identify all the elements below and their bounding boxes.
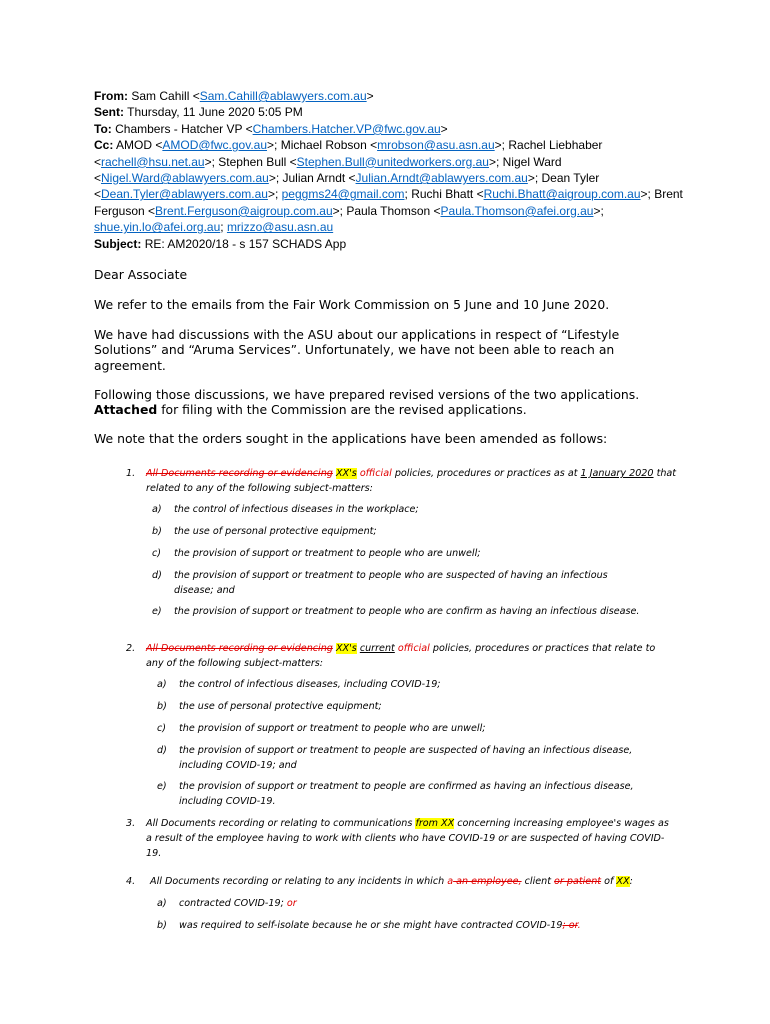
item-text: was required to self-isolate because he or she might have contracted COVID-19; or. — [179, 920, 581, 931]
cc-line: Cc: AMOD <AMOD@fwc.gov.au>; Michael Robson <mrobson@asu.asn.au>; Rachel Liebhaber <rachell@hsu.net.au>; Stephen Bull <Stephen.Bull@unitedworkers.org.au>; Nigel Ward <Nigel.Ward@ablawyers.com.au>; Julian Arndt <Julian.Arndt@ablawyers.com.au>; Dean Tyler <Dean.Tyler@ablawyers.com.au>; peggms24@gmail.com; Ruchi Bhatt <Ruchi.Bhatt@aigroup.com.au>; Brent Ferguson <Brent.Ferguson@aigroup.com.au>; Paula Thomson <Paula.Thomson@afei.org.au>; shue.yin.lo@afei.org.au; mrizzo@asu.asn.au — [94, 138, 683, 235]
from-line: From: Sam Cahill <Sam.Cahill@ablawyers.com.au> — [94, 89, 374, 103]
item-label: b) — [157, 920, 167, 931]
item-text: the provision of support or treatment to people who are unwell; — [174, 548, 481, 559]
item-label: b) — [157, 701, 167, 712]
cc-email-link[interactable]: shue.yin.lo@afei.org.au — [94, 220, 221, 235]
order-number: 3. — [126, 818, 136, 829]
item-label: e) — [157, 781, 167, 792]
item-label: a) — [157, 898, 167, 909]
item-text: the provision of support or treatment to people are suspected of having an infectious disease, including COVID-19; and — [179, 745, 633, 771]
cc-email-link[interactable]: Dean.Tyler@ablawyers.com.au — [101, 187, 268, 202]
order-number: 4. — [126, 876, 136, 887]
cc-email-link[interactable]: peggms24@gmail.com — [281, 187, 405, 202]
item-text: contracted COVID-19; or — [179, 898, 297, 909]
cc-email-link[interactable]: mrobson@asu.asn.au — [377, 138, 495, 153]
paragraph: We have had discussions with the ASU about our applications in respect of “Lifestyle Solutions” and “Aruma Services”. Unfortunately, we have not been able to reach an agreement. — [94, 327, 620, 373]
item-label: e) — [152, 606, 162, 617]
order-text: All Documents recording or evidencing XX's official policies, procedures or practices as at 1 January 2020 that related to any of the following subject-matters: — [146, 468, 677, 494]
cc-email-link[interactable]: rachell@hsu.net.au — [101, 154, 205, 169]
cc-email-link[interactable]: Ruchi.Bhatt@aigroup.com.au — [483, 187, 641, 202]
cc-email-link[interactable]: Paula.Thomson@afei.org.au — [440, 203, 594, 218]
paragraph: Following those discussions, we have prepared revised versions of the two applications. Attached for filing with the Commission are the revised applications. — [94, 387, 640, 418]
item-text: the provision of support or treatment to people who are confirm as having an infectious disease. — [174, 606, 640, 617]
item-text: the control of infectious diseases in the workplace; — [174, 504, 419, 515]
item-text: the use of personal protective equipment; — [174, 526, 377, 537]
item-label: d) — [157, 745, 167, 756]
order-number: 2. — [126, 643, 136, 654]
order-text: All Documents recording or relating to communications from XX concerning increasing employee's wages as a result of the employee having to work with clients who have COVID-19 or are suspected of having COVID-19. — [146, 818, 669, 859]
from-email-link[interactable]: Sam.Cahill@ablawyers.com.au — [199, 89, 367, 103]
paragraph: We note that the orders sought in the applications have been amended as follows: — [94, 431, 608, 446]
subject-line: Subject: RE: AM2020/18 - s 157 SCHADS App — [94, 236, 347, 251]
order-number: 1. — [126, 468, 136, 479]
to-email-link[interactable]: Chambers.Hatcher.VP@fwc.gov.au — [252, 121, 441, 136]
item-label: b) — [152, 526, 162, 537]
order-text: All Documents recording or relating to any incidents in which a an employee, client or patient of XX: — [150, 876, 633, 887]
cc-email-link[interactable]: AMOD@fwc.gov.au — [162, 138, 268, 153]
item-text: the control of infectious diseases, including COVID-19; — [179, 679, 441, 690]
to-line: To: Chambers - Hatcher VP <Chambers.Hatcher.VP@fwc.gov.au> — [94, 121, 448, 136]
greeting: Dear Associate — [94, 267, 188, 282]
cc-email-link[interactable]: Nigel.Ward@ablawyers.com.au — [101, 171, 269, 186]
item-text: the provision of support or treatment to people are confirmed as having an infectious disease, including COVID-19. — [179, 781, 634, 807]
item-text: the use of personal protective equipment; — [179, 701, 382, 712]
email-header — [94, 88, 714, 252]
order-text: All Documents recording or evidencing XX's current official policies, procedures or practices that relate to any of the following subject-matters: — [146, 643, 656, 669]
item-text: the provision of support or treatment to people who are unwell; — [179, 723, 486, 734]
cc-email-link[interactable]: Brent.Ferguson@aigroup.com.au — [155, 203, 333, 218]
cc-email-link[interactable]: mrizzo@asu.asn.au — [226, 220, 334, 235]
item-label: a) — [152, 504, 162, 515]
item-label: a) — [157, 679, 167, 690]
item-label: d) — [152, 570, 162, 581]
item-text: the provision of support or treatment to people who are suspected of having an infectious disease; and — [174, 570, 608, 596]
item-label: c) — [152, 548, 162, 559]
cc-email-link[interactable]: Julian.Arndt@ablawyers.com.au — [355, 171, 528, 186]
paragraph: We refer to the emails from the Fair Work Commission on 5 June and 10 June 2020. — [94, 297, 610, 312]
item-label: c) — [157, 723, 167, 734]
sent-line: Sent: Thursday, 11 June 2020 5:05 PM — [94, 105, 303, 120]
cc-email-link[interactable]: Stephen.Bull@unitedworkers.org.au — [296, 154, 489, 169]
